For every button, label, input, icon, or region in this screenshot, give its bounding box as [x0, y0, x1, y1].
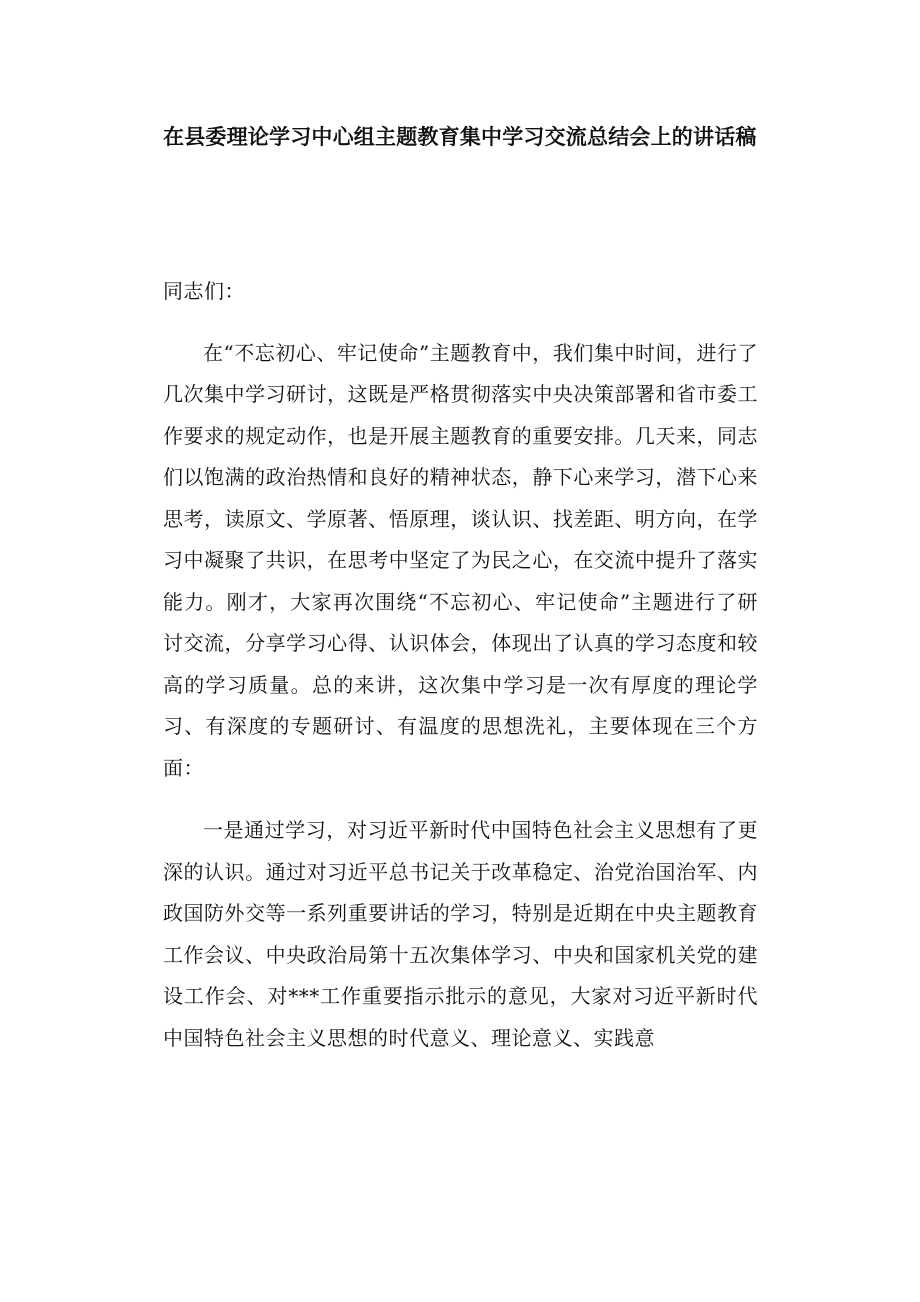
paragraph-1: 在“不忘初心、牢记使命”主题教育中，我们集中时间，进行了几次集中学习研讨，这既是严格贯彻落实中央决策部署和省市委工作要求的规定动作，也是开展主题教育的重要安排。几天来，同志们以饱满的政治热情和良好的精神状态，静下心来学习，潜下心来思考，读原文、学原著、悟原理，谈认识、找差距、明方向，在学习中凝聚了共识，在思考中坚定了为民之心，在交流中提升了落实能力。刚才，大家再次围绕“不忘初心、牢记使命”主题进行了研讨交流，分享学习心得、认识体会，体现出了认真的学习态度和较高的学习质量。总的来讲，这次集中学习是一次有厚度的理论学习、有深度的专题研讨、有温度的思想洗礼，主要体现在三个方面： — [163, 340, 758, 780]
document-title: 在县委理论学习中心组主题教育集中学习交流总结会上的讲话稿 — [163, 125, 757, 149]
greeting: 同志们： — [163, 279, 245, 303]
document-body — [163, 271, 758, 1059]
paragraph-2: 一是通过学习，对习近平新时代中国特色社会主义思想有了更深的认识。通过对习近平总书记关于改革稳定、治党治国治军、内政国防外交等一系列重要讲话的学习，特别是近期在中央主题教育工作会议、中央政治局第十五次集体学习、中央和国家机关党的建设工作会、对***工作重要指示批示的意见，大家对习近平新时代中国特色社会主义思想的时代意义、理论意义、实践意 — [163, 818, 758, 1050]
